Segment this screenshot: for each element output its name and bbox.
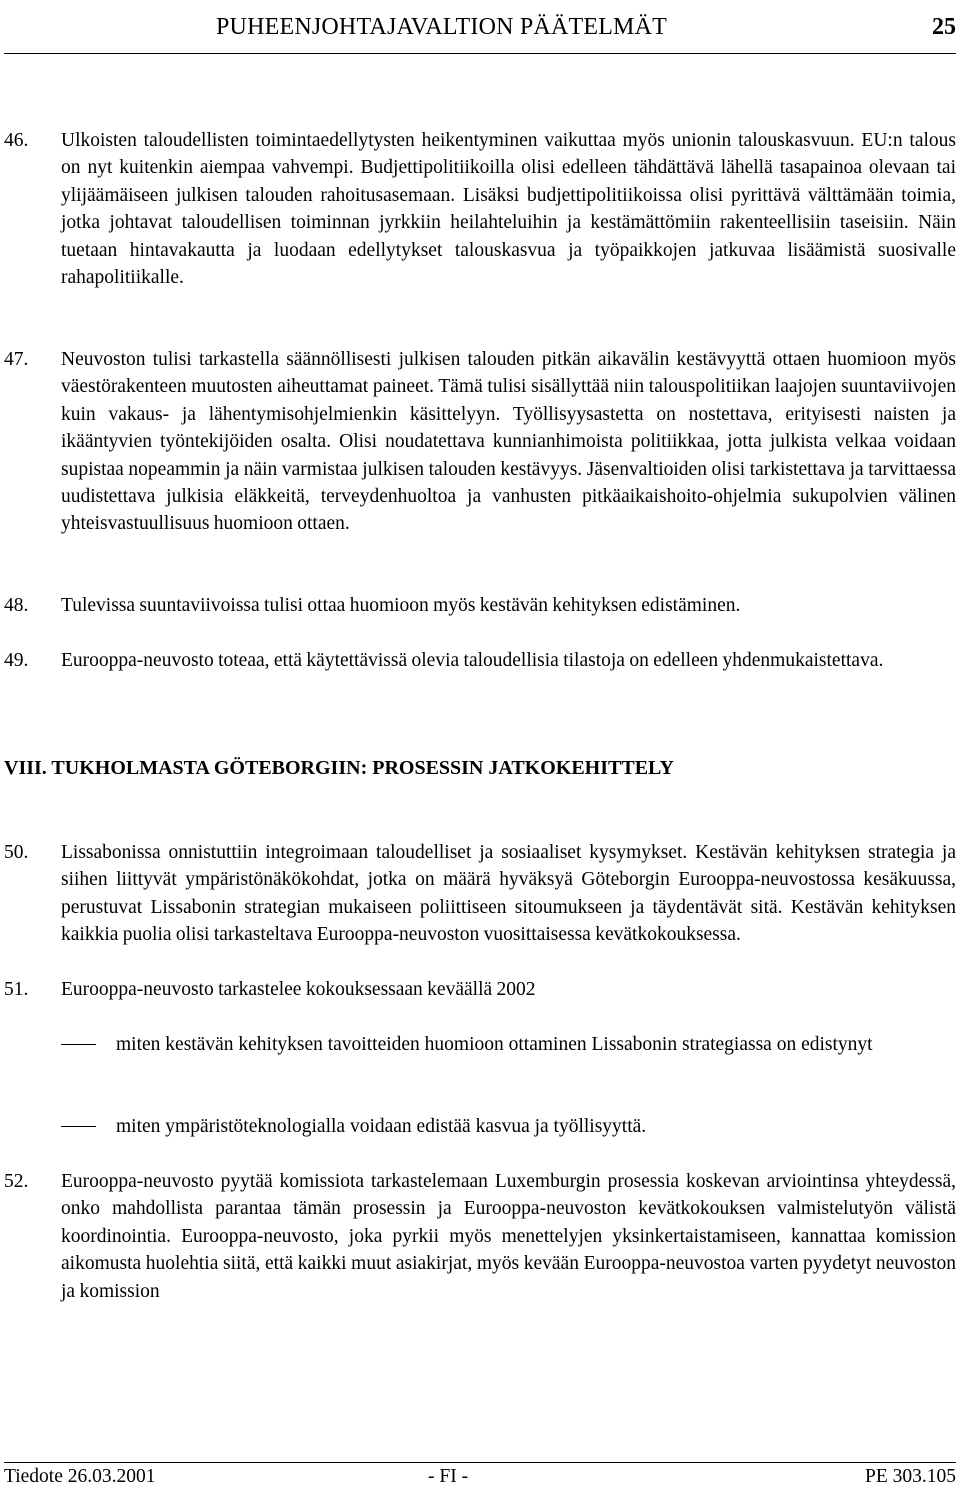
page-header [0,0,960,60]
footer-divider [4,1462,956,1463]
paragraph-47 [4,346,956,538]
paragraph-number: 51. [4,979,29,1000]
paragraph-number: 47. [4,349,29,370]
document-title: PUHEENJOHTAJAVALTION PÄÄTELMÄT [216,14,667,40]
bullet-item [61,1031,956,1058]
dash-bullet-icon [61,1126,96,1127]
paragraph-number: 49. [4,650,29,671]
paragraph-number: 50. [4,842,29,863]
paragraph-52 [4,1168,956,1305]
paragraph-text: Eurooppa-neuvosto tarkastelee kokouksessaan keväällä 2002 [61,979,536,1000]
footer-language: - FI - [428,1466,469,1487]
section-heading: VIII. TUKHOLMASTA GÖTEBORGIIN: PROSESSIN JATKOKEHITTELY [4,757,674,779]
paragraph-49 [4,647,956,674]
paragraph-number: 48. [4,595,29,616]
paragraph-text: Lissabonissa onnistuttiin integroimaan taloudelliset ja sosiaaliset kysymykset. Kestävän kehityksen strategia ja siihen liittyvät ympäristönäkökohdat, jotka on määrä hyväksyä Göteborgin Eurooppa-neuvostossa kesäkuussa, perustuvat Lissabonin strategian mukaiseen poliittiseen sitoumukseen ja täydentävät sitä. Kestävän kehityksen kaikkia puolia olisi tarkasteltava Eurooppa-neuvoston vuosittaisessa kevätkokouksessa. [61,842,956,946]
bullet-text: miten ympäristöteknologialla voidaan edistää kasvua ja työllisyyttä. [116,1116,647,1137]
header-divider [4,53,956,54]
paragraph-text: Eurooppa-neuvosto toteaa, että käytettävissä olevia taloudellisia tilastoja on edelleen yhdenmukaistettava. [61,650,884,671]
paragraph-48 [4,592,956,619]
bullet-text: miten kestävän kehityksen tavoitteiden huomioon ottaminen Lissabonin strategiassa on edistynyt [116,1034,873,1055]
bullet-item [61,1113,956,1140]
paragraph-number: 46. [4,130,29,151]
page-number: 25 [932,14,956,40]
paragraph-text: Eurooppa-neuvosto pyytää komissiota tarkastelemaan Luxemburgin prosessia koskevan arviointinsa yhteydessä, onko mahdollista parantaa tämän prosessin ja Eurooppa-neuvoston kevätkokouksen valmistelutyön välistä koordinointia. Eurooppa-neuvosto, joka pyrkii myös menettelyjen yksinkertaistamiseen, kannattaa komission aikomusta huolehtia siitä, että kaikki muut asiakirjat, myös kevään Eurooppa-neuvostoa varten pyydetyt neuvoston ja komission [61,1171,956,1302]
paragraph-text: Ulkoisten taloudellisten toimintaedellytysten heikentyminen vaikuttaa myös unionin talouskasvuun. EU:n talous on nyt kuitenkin aiempaa vahvempi. Budjettipolitiikoilla olisi edelleen tähdättävä lähellä tasapainoa olevaan tai ylijäämäiseen julkisen talouden rahoitusasemaan. Lisäksi budjettipolitiikoissa olisi pyrittävä välttämään toimia, jotka johtavat taloudellisen toiminnan jyrkkiin heilahteluihin ja kestämättömiin rakenteellisiin taseisiin. Näin tuetaan hintavakautta ja luodaan edellytykset talouskasvua ja työpaikkojen jatkuvaa lisäämistä suosivalle rahapolitiikalle. [61,130,956,289]
paragraph-51 [4,976,956,1003]
paragraph-text: Tulevissa suuntaviivoissa tulisi ottaa huomioon myös kestävän kehityksen edistäminen. [61,595,741,616]
paragraph-number: 52. [4,1171,29,1192]
paragraph-50 [4,839,956,949]
footer-bulletin-date: Tiedote 26.03.2001 [4,1466,156,1487]
paragraph-46 [4,127,956,291]
dash-bullet-icon [61,1044,96,1045]
paragraph-text: Neuvoston tulisi tarkastella säännöllisesti julkisen talouden pitkän aikavälin kestävyyttä ottaen huomioon myös väestörakenteen muutosten aiheuttamat paineet. Tämä tulisi sisällyttää niin talouspolitiikan laajojen suuntaviivojen kuin vakaus- ja lähentymisohjelmienkin käsittelyyn. Työllisyysastetta on nostettava, erityisesti naisten ja ikääntyvien työntekijöiden osalta. Olisi noudatettava kunnianhimoista politiikkaa, jotta julkista velkaa voidaan supistaa nopeammin ja näin varmistaa julkisen talouden kestävyys. Jäsenvaltioiden olisi tarkistettava ja tarvittaessa uudistettava julkisia eläkkeitä, terveydenhuoltoa ja vanhusten pitkäaikaishoito-ohjelmia sukupolvien välinen yhteisvastuullisuus huomioon ottaen. [61,349,956,535]
footer-document-reference: PE 303.105 [864,1466,956,1487]
